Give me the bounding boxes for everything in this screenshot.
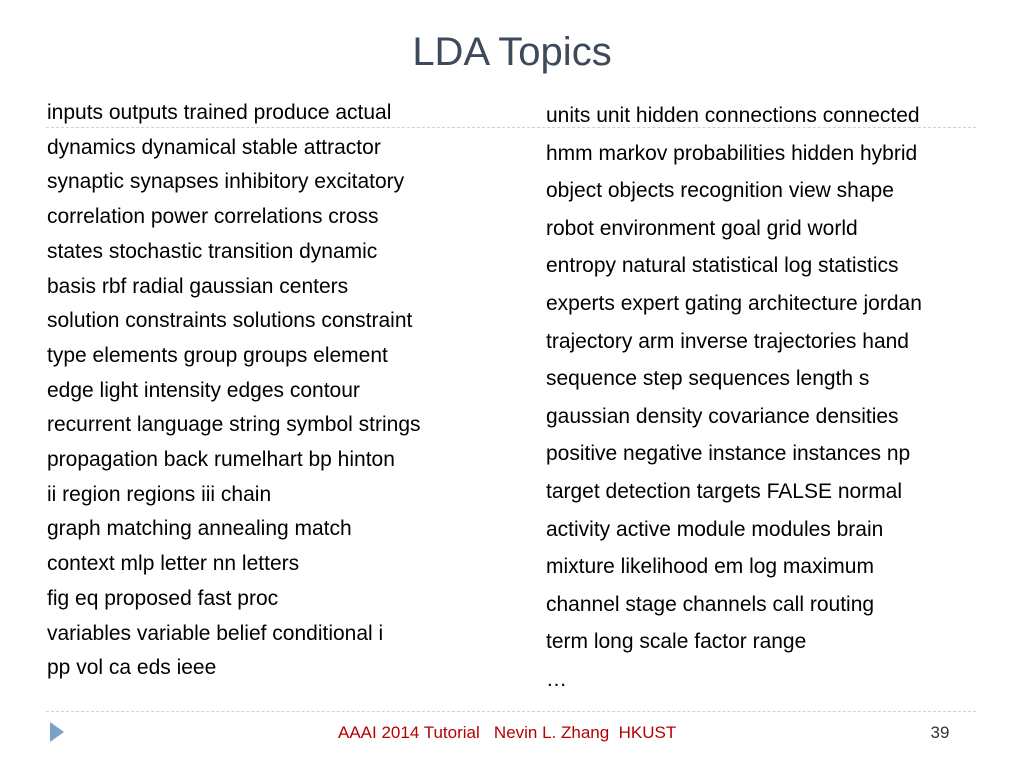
ellipsis-item: … [546, 667, 567, 691]
topic-item: pp vol ca eds ieee [47, 656, 217, 680]
topic-item: object objects recognition view shape [546, 179, 894, 203]
right-topic-list [546, 97, 922, 699]
topic-item: recurrent language string symbol strings [47, 413, 421, 437]
bottom-divider [46, 711, 976, 712]
footer-credit: AAAI 2014 Tutorial Nevin L. Zhang HKUST [338, 723, 677, 742]
topic-item: basis rbf radial gaussian centers [47, 274, 349, 298]
topic-item: robot environment goal grid world [546, 216, 858, 240]
topic-item: gaussian density covariance densities [546, 404, 899, 428]
topic-item: inputs outputs trained produce actual [47, 101, 392, 124]
topic-item: type elements group groups element [47, 343, 388, 367]
topic-item: states stochastic transition dynamic [47, 239, 378, 263]
triangle-right-icon [50, 722, 64, 742]
topic-item: synaptic synapses inhibitory excitatory [47, 170, 405, 194]
topic-item: activity active module modules brain [546, 517, 884, 541]
topic-item: dynamics dynamical stable attractor [47, 135, 381, 159]
topic-item: context mlp letter nn letters [47, 552, 300, 576]
topic-item: variables variable belief conditional i [47, 621, 384, 645]
topic-item: graph matching annealing match [47, 517, 352, 541]
topic-item: fig eq proposed fast proc [47, 586, 279, 610]
topic-item: hmm markov probabilities hidden hybrid [546, 141, 918, 165]
topic-item: sequence step sequences length s [546, 367, 870, 391]
topic-item: solution constraints solutions constraint [47, 309, 413, 333]
left-topic-list [47, 96, 421, 686]
topic-item: units unit hidden connections connected [546, 104, 920, 127]
topic-item: term long scale factor range [546, 630, 807, 654]
topic-item: mixture likelihood em log maximum [546, 555, 874, 579]
topic-item: target detection targets FALSE normal [546, 479, 903, 503]
topic-item: entropy natural statistical log statistics [546, 254, 899, 278]
topic-item: edge light intensity edges contour [47, 378, 360, 402]
topic-item: correlation power correlations cross [47, 205, 379, 229]
page-number: 39 [930, 723, 950, 742]
topic-item: propagation back rumelhart bp hinton [47, 448, 395, 472]
topic-item: trajectory arm inverse trajectories hand [546, 329, 909, 353]
topic-item: ii region regions iii chain [47, 482, 272, 506]
topic-item: channel stage channels call routing [546, 592, 875, 616]
topic-item: experts expert gating architecture jordan [546, 291, 922, 315]
slide-title: LDA Topics [412, 30, 612, 74]
topic-item: positive negative instance instances np [546, 442, 911, 466]
